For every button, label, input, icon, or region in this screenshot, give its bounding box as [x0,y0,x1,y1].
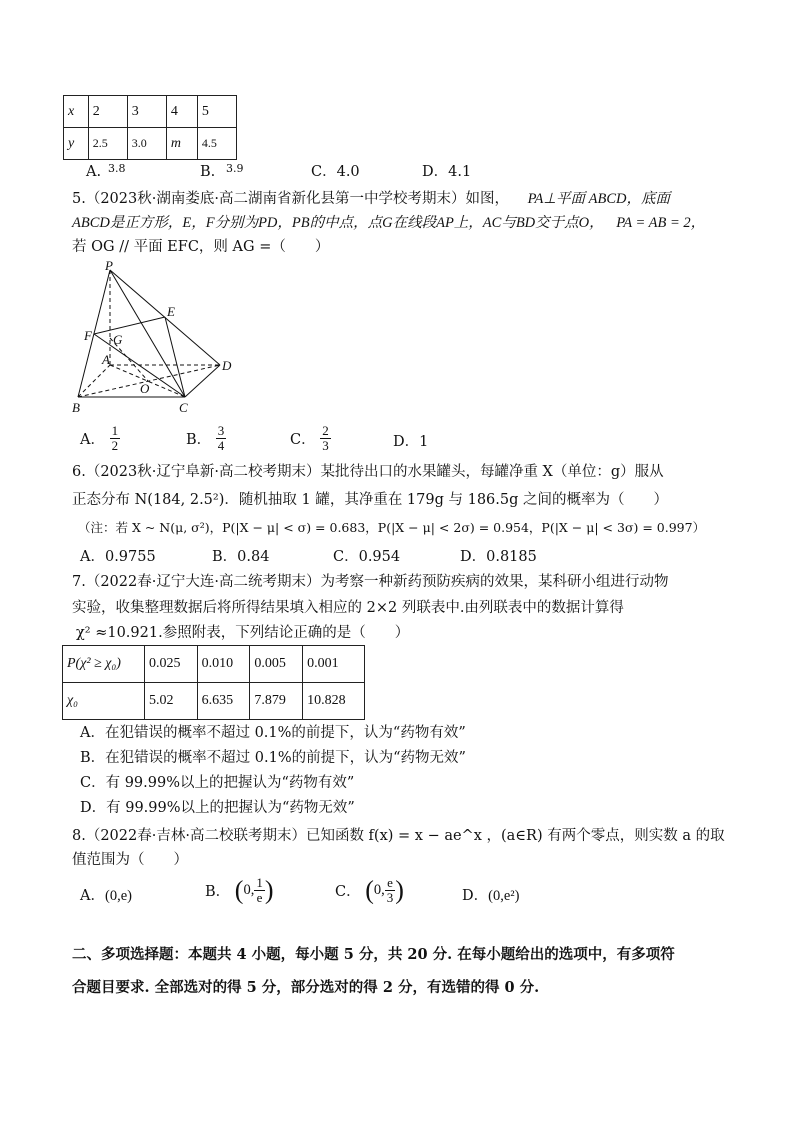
q4-cell: 3 [127,96,166,128]
q4-cell: 3.0 [127,128,166,160]
q7-cell: 7.879 [250,683,303,720]
label-c: C [179,400,188,415]
q5-line1-text: 5.（2023秋·湖南娄底·高二湖南省新化县第一中学校考期末）如图， [72,191,509,207]
q8-option-d: D．(0,e²) [462,888,520,904]
q4-table [63,95,237,160]
label-p: P [105,260,113,273]
label-g: G [113,332,123,347]
q8-option-b: B． (0, $\frac{1}{e}$ ) [205,875,274,905]
q5-line1 [72,189,670,209]
q4-cell: 4.5 [197,128,236,160]
segment-fe [94,317,165,334]
q7-option-d: D．有 99.99%以上的把握认为“药物无效” [80,800,355,816]
label-e: E [167,304,175,319]
q4-option-b-label: B. [200,164,216,180]
q6-note: （注：若 X ~ N(μ, σ²)，P(|X − μ| < σ) = 0.683，P(|X − μ| < 2σ) = 0.954，P(|X − μ| < 3σ) = 0.997） [78,520,706,535]
q7-option-a: A．在犯错误的概率不超过 0.1%的前提下，认为“药物有效” [80,725,466,741]
label-f: F [84,328,92,343]
edge-cd [185,365,220,397]
q7-option-b: B．在犯错误的概率不超过 0.1%的前提下，认为“药物无效” [80,750,466,766]
q7-cell: 0.010 [197,646,250,683]
q6-options [0,547,794,567]
q4-cell: x [64,96,89,128]
section2-heading-line2: 合题目要求. 全部选对的得 5 分，部分选对的得 2 分，有选错的得 0 分. [72,979,540,996]
q7-table [62,645,365,720]
q6-line2: 正态分布 N(184, 2.5²)．随机抽取 1 罐，其净重在 179g 与 186.5g 之间的概率为（ ） [72,492,669,508]
q6-option-d: D．0.8185 [460,549,537,565]
q7-line1: 7.（2022春·辽宁大连·高二统考期末）为考察一种新药预防疾病的效果，某科研小组进行动物 [72,574,669,590]
q7-cell: 5.02 [144,683,197,720]
q7-cell: P(χ² ≥ χ₀) [63,646,145,683]
q7-cell: 0.025 [144,646,197,683]
q8-option-c: C． (0, $\frac{e}{3}$ ) [335,875,404,905]
q4-option-d: D．4.1 [422,164,472,180]
q6-option-b: B．0.84 [212,549,270,565]
q5-line2-math: PA = AB = 2， [616,215,706,231]
q7-cell: 6.635 [197,683,250,720]
q4-options [0,162,794,182]
q5-pyramid-figure [70,260,240,418]
q7-line3: χ² ≈10.921.参照附表，下列结论正确的是（ ） [76,625,410,641]
q8-line1: 8.（2022春·吉林·高二校联考期末）已知函数 f(x) = x − ae^x ，(a∈R) 有两个零点，则实数 a 的取 [72,828,725,844]
label-o: O [140,381,150,396]
q5-line2-text: ABCD是正方形，E，F分别为PD，PB的中点，点G在线段AP上，AC与BD交于点O， [72,215,604,231]
q5-option-a: A． $\frac{1}{2}$ [80,423,119,453]
label-b: B [72,400,80,415]
q4-option-a-value: 3.8 [108,162,126,175]
q5-option-c: C． $\frac{2}{3}$ [290,423,329,453]
q7-line2: 实验，收集整理数据后将所得结果填入相应的 2×2 列联表中.由列联表中的数据计算得 [72,600,624,616]
q7-cell: 10.828 [303,683,365,720]
q4-cell: 5 [197,96,236,128]
q4-option-b-value: 3.9 [226,162,244,175]
label-d: D [222,358,232,373]
q5-option-d: D．1 [393,434,429,450]
q7-cell: 0.005 [250,646,303,683]
q6-line1: 6.（2023秋·辽宁阜新·高二校考期末）某批待出口的水果罐头，每罐净重 X（单位：g）服从 [72,464,664,480]
q4-cell: 2 [88,96,127,128]
q5-option-b: B． $\frac{3}{4}$ [186,423,225,453]
q4-cell: 2.5 [88,128,127,160]
q6-option-a: A．0.9755 [80,549,156,565]
q8-option-a: A．(0,e) [80,888,132,904]
q5-line3: 若 OG // 平面 EFC，则 AG =（ ） [72,239,330,255]
q7-cell: χ₀ [63,683,145,720]
edge-ab [78,365,110,397]
q7-cell: 0.001 [303,646,365,683]
q4-option-c: C．4.0 [311,164,360,180]
q4-cell: m [166,128,197,160]
section2-heading-line1: 二、多项选择题：本题共 4 小题，每小题 5 分，共 20 分. 在每小题给出的选项中，有多项符 [72,946,675,963]
q4-cell: 4 [166,96,197,128]
q4-option-a-label: A. [86,164,102,180]
q5-line1-math: PA⊥平面 ABCD，底面 [527,191,671,207]
label-a: A [102,352,110,367]
q7-option-c: C．有 99.99%以上的把握认为“药物有效” [80,775,355,791]
q6-option-c: C．0.954 [333,549,401,565]
q4-cell: y [64,128,89,160]
q8-line2: 值范围为（ ） [72,852,188,868]
q5-line2 [72,213,705,233]
